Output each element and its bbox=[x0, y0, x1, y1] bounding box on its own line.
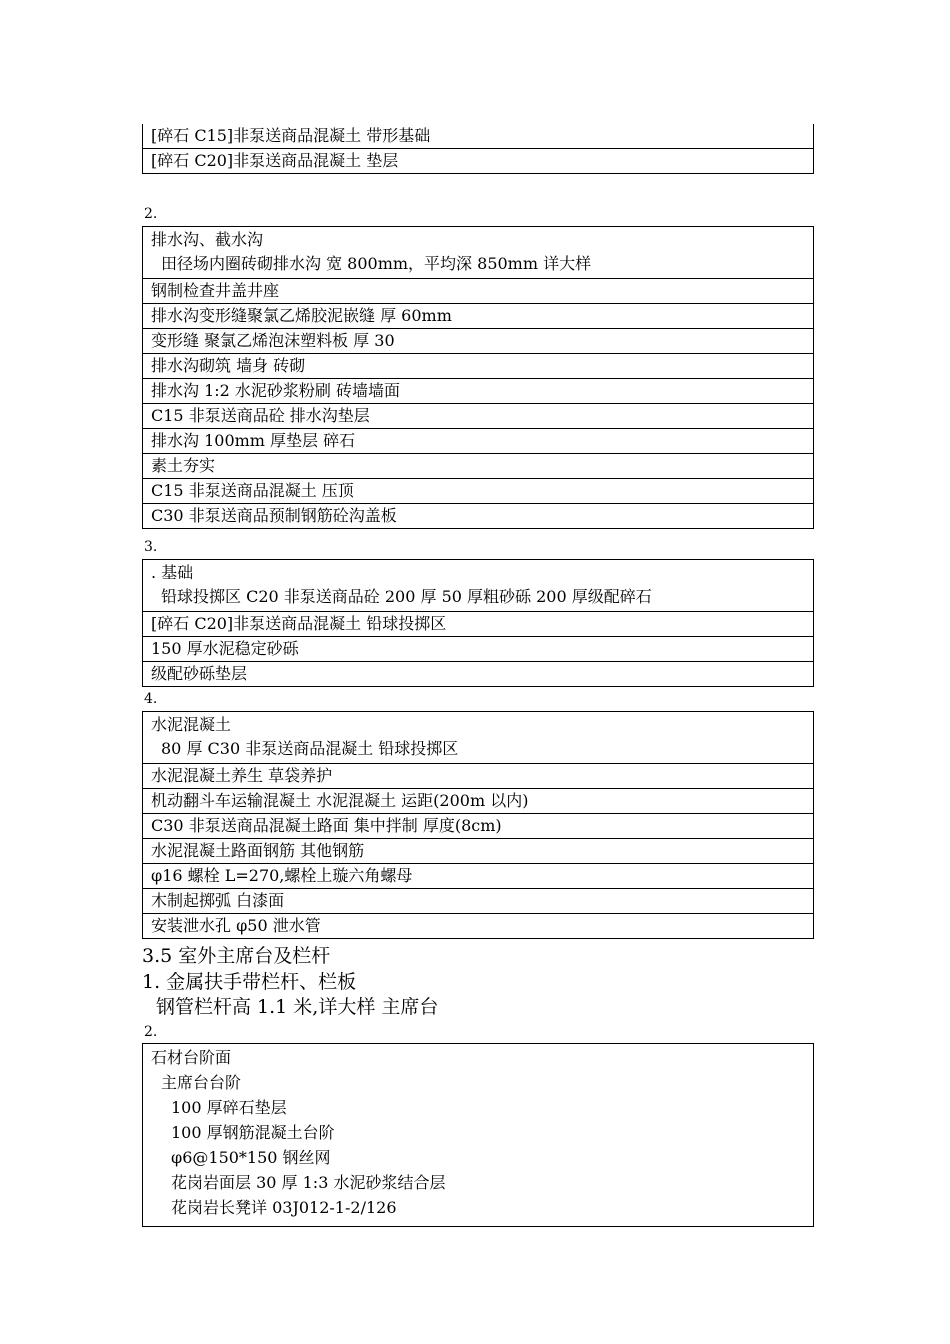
table-cell: C15 非泵送商品混凝土 压顶 bbox=[143, 479, 814, 504]
table-cell: C30 非泵送商品混凝土路面 集中拌制 厚度(8cm) bbox=[143, 814, 814, 839]
table-cell: 排水沟砌筑 墙身 砖砌 bbox=[143, 354, 814, 379]
table-row bbox=[143, 914, 814, 939]
section-number: 4. bbox=[144, 691, 158, 707]
table-row bbox=[143, 839, 814, 864]
table-cell: φ16 螺栓 L=270,螺栓上璇六角螺母 bbox=[143, 864, 814, 889]
table-cell: 级配砂砾垫层 bbox=[143, 662, 814, 687]
table-cell: 水泥混凝土养生 草袋养护 bbox=[143, 764, 814, 789]
table-cell: 安装泄水孔 φ50 泄水管 bbox=[143, 914, 814, 939]
table-row bbox=[143, 479, 814, 504]
table-row bbox=[143, 304, 814, 329]
table-row bbox=[143, 504, 814, 529]
table-row bbox=[143, 814, 814, 839]
section-number: 2. bbox=[144, 1024, 158, 1040]
table-drainage-ditch bbox=[142, 226, 814, 529]
table-row bbox=[143, 560, 814, 612]
table-row bbox=[143, 149, 814, 174]
table-cell: C15 非泵送商品砼 排水沟垫层 bbox=[143, 404, 814, 429]
table-cell: 排水沟变形缝聚氯乙烯胶泥嵌缝 厚 60mm bbox=[143, 304, 814, 329]
table-cell: C30 非泵送商品预制钢筋砼沟盖板 bbox=[143, 504, 814, 529]
item-description: 钢管栏杆高 1.1 米,详大样 主席台 bbox=[156, 996, 439, 1018]
item-detail: 100 厚钢筋混凝土台阶 bbox=[171, 1123, 335, 1142]
section-number: 2. bbox=[144, 206, 158, 222]
table-row bbox=[143, 1044, 814, 1227]
table-header-cell bbox=[143, 712, 814, 764]
table-row bbox=[143, 789, 814, 814]
table-row bbox=[143, 227, 814, 279]
table-row bbox=[143, 404, 814, 429]
item-detail: 花岗岩长凳详 03J012-1-2/126 bbox=[171, 1198, 397, 1217]
table-row bbox=[143, 612, 814, 637]
table-cell: [碎石 C20]非泵送商品混凝土 铅球投掷区 bbox=[143, 612, 814, 637]
table-cement-concrete bbox=[142, 711, 814, 939]
table-cell: 排水沟 100mm 厚垫层 碎石 bbox=[143, 429, 814, 454]
section-number: 3. bbox=[144, 539, 158, 555]
item-title: 排水沟、截水沟 bbox=[151, 230, 264, 249]
table-row bbox=[143, 454, 814, 479]
table-shot-put-foundation bbox=[142, 559, 814, 687]
table-cell: 钢制检查井盖井座 bbox=[143, 279, 814, 304]
table-row bbox=[143, 637, 814, 662]
table-row bbox=[143, 379, 814, 404]
table-row bbox=[143, 712, 814, 764]
table-header-cell bbox=[143, 560, 814, 612]
table-cell: 变形缝 聚氯乙烯泡沫塑料板 厚 30 bbox=[143, 329, 814, 354]
table-header-cell bbox=[143, 1044, 814, 1227]
table-row bbox=[143, 329, 814, 354]
section-heading: 3.5 室外主席台及栏杆 bbox=[142, 945, 331, 967]
table-row bbox=[143, 662, 814, 687]
table-cell: 排水沟 1:2 水泥砂浆粉刷 砖墙墙面 bbox=[143, 379, 814, 404]
table-row bbox=[143, 889, 814, 914]
item-detail: 花岗岩面层 30 厚 1:3 水泥砂浆结合层 bbox=[171, 1173, 446, 1192]
table-cell: 水泥混凝土路面钢筋 其他钢筋 bbox=[143, 839, 814, 864]
table-cell: [碎石 C15]非泵送商品混凝土 带形基础 bbox=[143, 124, 814, 149]
item-subtitle: 铅球投掷区 C20 非泵送商品砼 200 厚 50 厚粗砂砾 200 厚级配碎石 bbox=[161, 587, 652, 606]
item-detail: φ6@150*150 钢丝网 bbox=[171, 1148, 331, 1167]
item-detail: 100 厚碎石垫层 bbox=[171, 1098, 287, 1117]
table-row bbox=[143, 279, 814, 304]
table-row bbox=[143, 864, 814, 889]
item-title: 石材台阶面 bbox=[151, 1048, 232, 1067]
item-subtitle: 80 厚 C30 非泵送商品混凝土 铅球投掷区 bbox=[161, 739, 459, 758]
table-header-cell bbox=[143, 227, 814, 279]
item-subtitle: 主席台台阶 bbox=[161, 1073, 242, 1092]
table-cell: 150 厚水泥稳定砂砾 bbox=[143, 637, 814, 662]
table-cell: 木制起掷弧 白漆面 bbox=[143, 889, 814, 914]
table-cell: 素土夯实 bbox=[143, 454, 814, 479]
item-title: . 基础 bbox=[151, 563, 194, 582]
table-foundation-concrete bbox=[142, 124, 814, 174]
table-cell: 机动翻斗车运输混凝土 水泥混凝土 运距(200m 以内) bbox=[143, 789, 814, 814]
table-row bbox=[143, 124, 814, 149]
item-title: 水泥混凝土 bbox=[151, 715, 232, 734]
item-subtitle: 田径场内圈砖砌排水沟 宽 800mm，平均深 850mm 详大样 bbox=[161, 254, 592, 273]
table-row bbox=[143, 429, 814, 454]
item-heading: 1. 金属扶手带栏杆、栏板 bbox=[142, 971, 357, 993]
table-row bbox=[143, 764, 814, 789]
table-row bbox=[143, 354, 814, 379]
table-stone-steps bbox=[142, 1043, 814, 1227]
table-cell: [碎石 C20]非泵送商品混凝土 垫层 bbox=[143, 149, 814, 174]
